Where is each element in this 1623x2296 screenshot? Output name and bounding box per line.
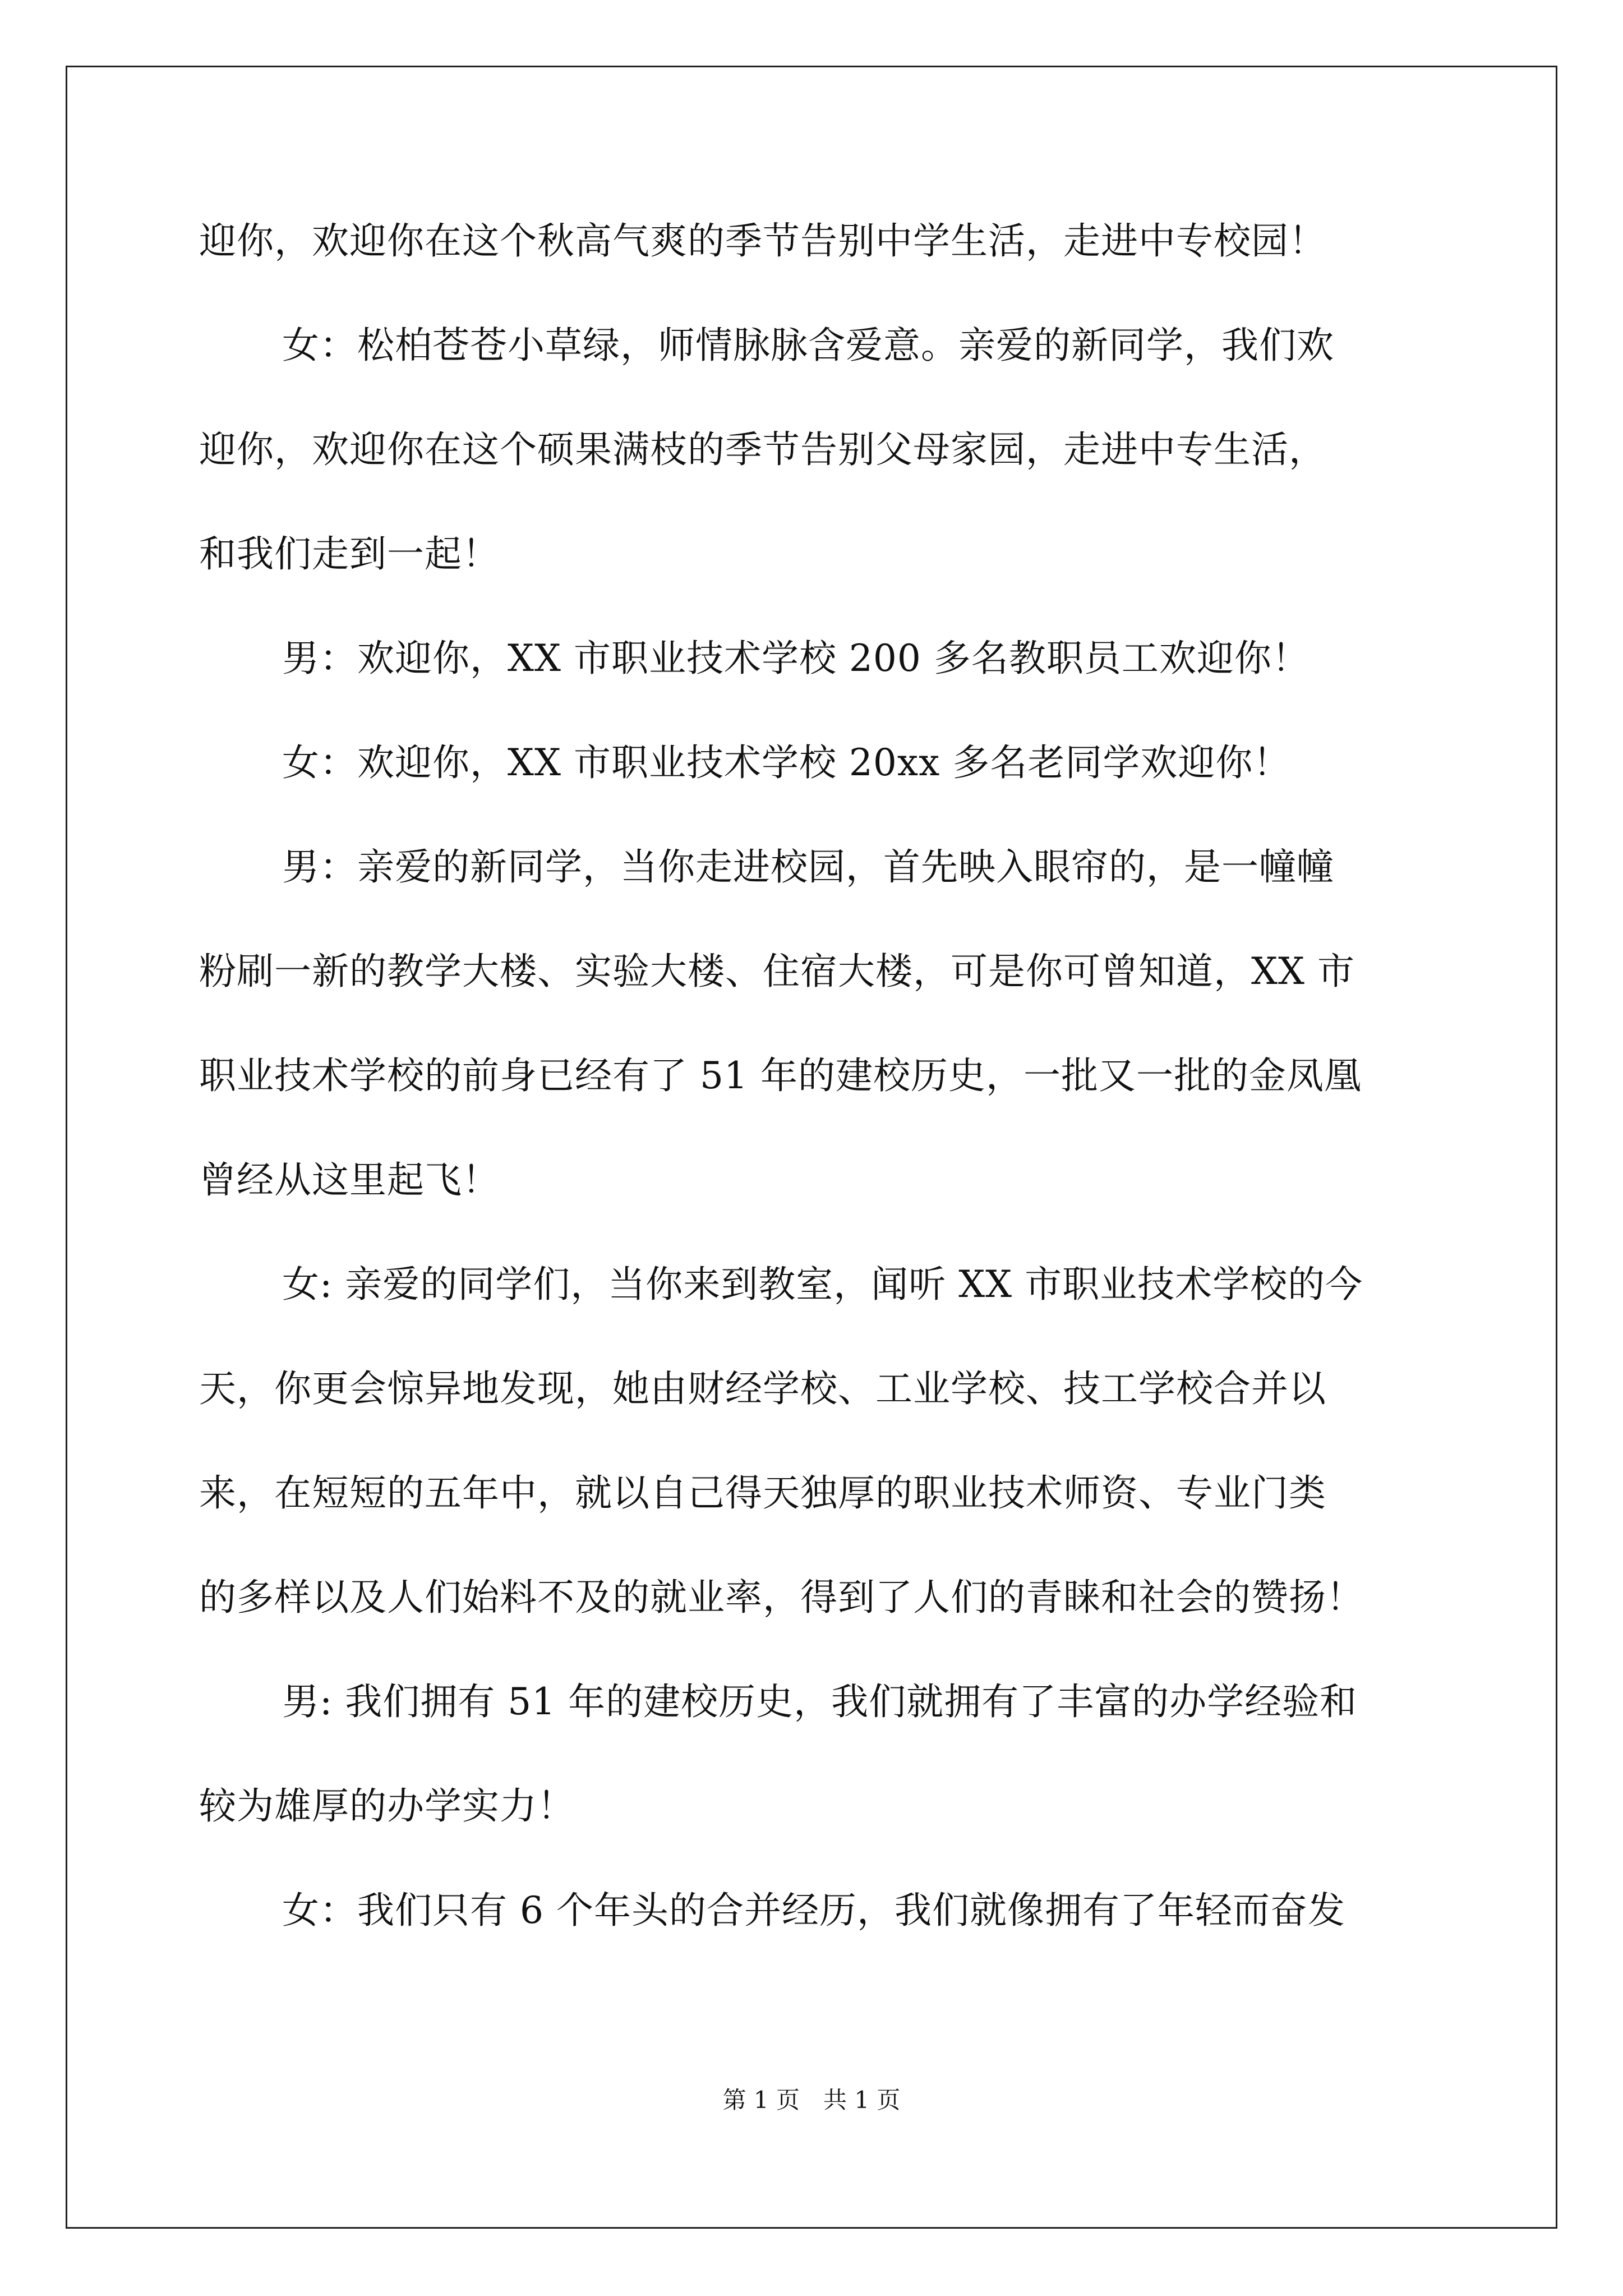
paragraph-line: 男：欢迎你，XX 市职业技术学校 200 多名教职员工欢迎你！ (282, 637, 1310, 680)
paragraph-line: 来，在短短的五年中，就以自己得天独厚的职业技术师资、专业门类 (199, 1471, 1326, 1515)
paragraph-line: 较为雄厚的办学实力！ (199, 1784, 575, 1828)
paragraph-line: 职业技术学校的前身已经有了 51 年的建校历史，一批又一批的金凤凰 (199, 1054, 1362, 1097)
paragraph-line: 男: 我们拥有 51 年的建校历史，我们就拥有了丰富的办学经验和 (282, 1680, 1358, 1723)
paragraph-line: 粉刷一新的教学大楼、实验大楼、住宿大楼，可是你可曾知道，XX 市 (199, 950, 1355, 993)
paragraph-line: 迎你，欢迎你在这个硕果满枝的季节告别父母家园，走进中专生活， (199, 428, 1326, 471)
paragraph-line: 女：我们只有 6 个年头的合并经历，我们就像拥有了年轻而奋发 (282, 1889, 1345, 1932)
paragraph-line: 迎你，欢迎你在这个秋高气爽的季节告别中学生活，走进中专校园！ (199, 219, 1326, 263)
paragraph-line: 曾经从这里起飞！ (199, 1158, 500, 1202)
paragraph-line: 女: 亲爱的同学们，当你来到教室，闻听 XX 市职业技术学校的今 (282, 1263, 1363, 1306)
page-footer: 第 1 页 共 1 页 (722, 2086, 901, 2114)
paragraph-line: 天，你更会惊异地发现，她由财经学校、工业学校、技工学校合并以 (199, 1367, 1326, 1410)
paragraph-line: 的多样以及人们始料不及的就业率，得到了人们的青睐和社会的赞扬！ (199, 1576, 1364, 1619)
paragraph-line: 男：亲爱的新同学，当你走进校园，首先映入眼帘的，是一幢幢 (282, 845, 1334, 889)
paragraph-line: 和我们走到一起！ (199, 532, 500, 576)
paragraph-line: 女：欢迎你，XX 市职业技术学校 20xx 多名老同学欢迎你！ (282, 741, 1291, 784)
paragraph-line: 女：松柏苍苍小草绿，师情脉脉含爱意。亲爱的新同学，我们欢 (282, 324, 1334, 367)
